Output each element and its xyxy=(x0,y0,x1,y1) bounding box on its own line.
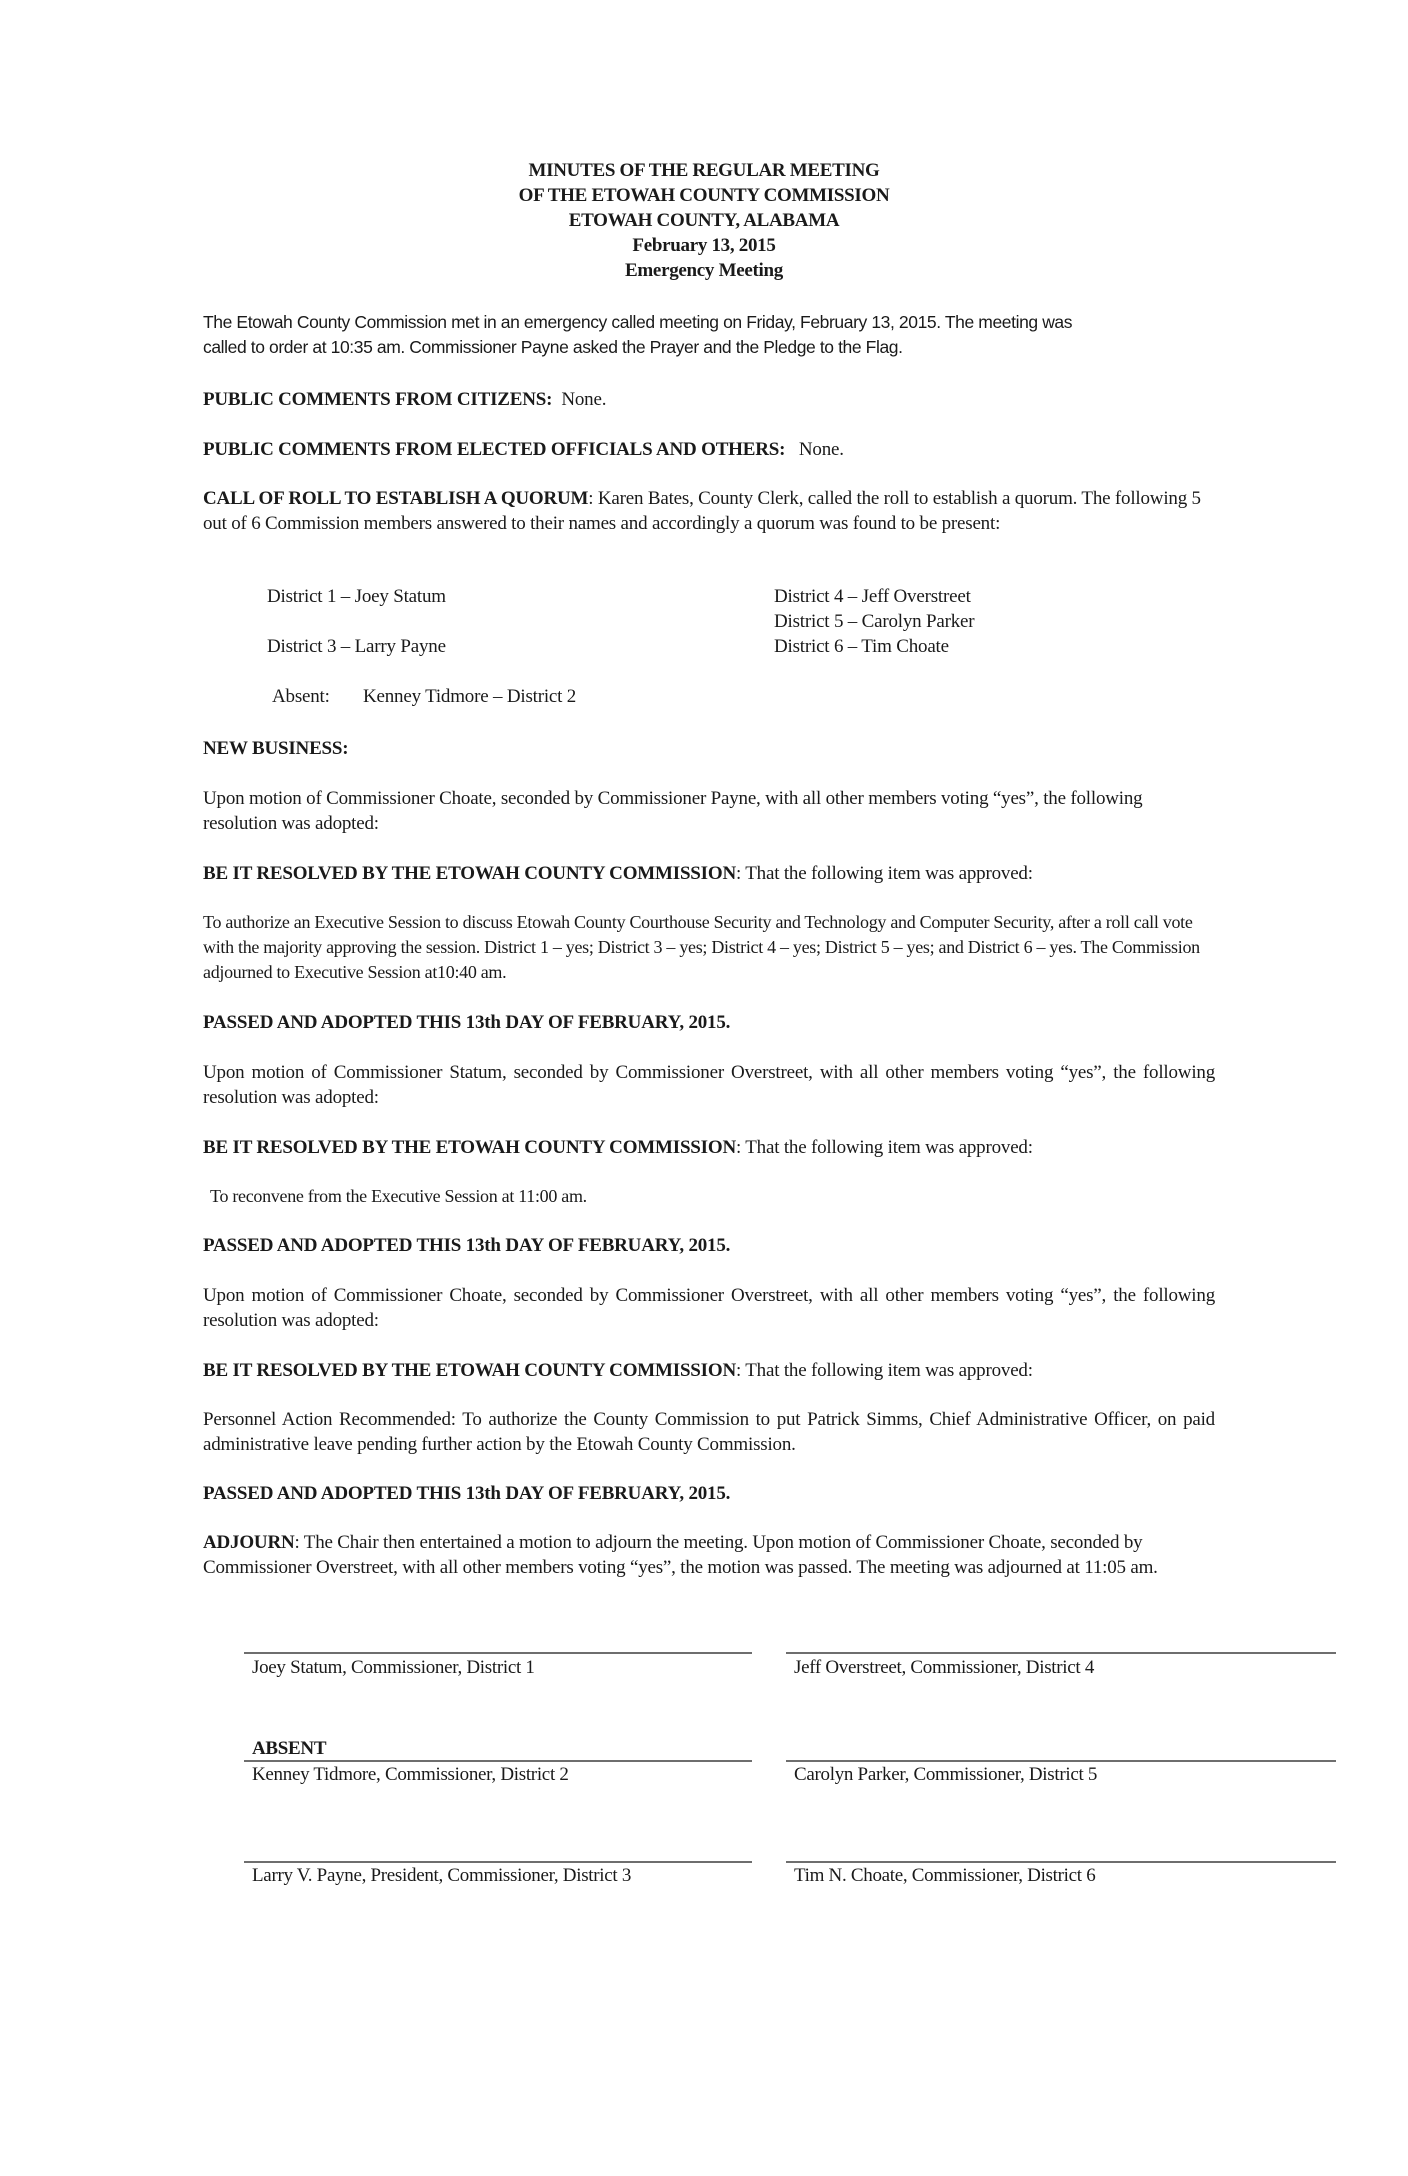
signature-line-district-6 xyxy=(786,1861,1336,1863)
signature-name-district-1: Joey Statum, Commissioner, District 1 xyxy=(252,1657,535,1678)
signature-name-district-3: Larry V. Payne, President, Commissioner, District 3 xyxy=(252,1865,632,1886)
resolution-3-resolved-label: BE IT RESOLVED BY THE ETOWAH COUNTY COMMISSION xyxy=(203,1360,736,1381)
roll-call-label: CALL OF ROLL TO ESTABLISH A QUORUM xyxy=(203,488,589,509)
present-district-5: District 5 – Carolyn Parker xyxy=(774,611,975,632)
public-comments-citizens xyxy=(203,387,1215,412)
resolution-2-resolved-label: BE IT RESOLVED BY THE ETOWAH COUNTY COMMISSION xyxy=(203,1137,736,1158)
resolution-2-resolved xyxy=(203,1135,1215,1160)
resolution-1-item: To authorize an Executive Session to discuss Etowah County Courthouse Security and Technology and Computer Security, after a roll call vote with the majority approving the session. District 1 – yes; District 3 – yes; District 4 – yes; District 5 – yes; and District 6 – yes. The Commission adjourned to Executive Session at10:40 am. xyxy=(203,912,1200,982)
signature-line-district-4 xyxy=(786,1652,1336,1654)
public-comments-officials xyxy=(203,437,1215,462)
signature-name-district-2: Kenney Tidmore, Commissioner, District 2 xyxy=(252,1764,569,1785)
title-line-1: MINUTES OF THE REGULAR MEETING xyxy=(528,160,880,181)
intro-line-1: The Etowah County Commission met in an emergency called meeting on Friday, February 13, 2015. The meeting was xyxy=(203,312,1073,332)
public-comments-citizens-label: PUBLIC COMMENTS FROM CITIZENS: xyxy=(203,389,553,410)
present-district-6: District 6 – Tim Choate xyxy=(774,636,949,657)
signature-name-district-5: Carolyn Parker, Commissioner, District 5 xyxy=(794,1764,1098,1785)
title-line-3: ETOWAH COUNTY, ALABAMA xyxy=(568,210,840,231)
meeting-date: February 13, 2015 xyxy=(632,235,776,256)
title-line-2: OF THE ETOWAH COUNTY COMMISSION xyxy=(518,185,890,206)
absent-label: Absent: xyxy=(272,686,330,707)
resolution-3-motion: Upon motion of Commissioner Choate, seconded by Commissioner Overstreet, with all other members voting “yes”, the following resolution was adopted: xyxy=(203,1285,1215,1331)
signature-line-district-3 xyxy=(244,1861,752,1863)
present-district-1: District 1 – Joey Statum xyxy=(267,586,446,607)
absent-member: Kenney Tidmore – District 2 xyxy=(363,686,577,707)
resolution-1-motion: Upon motion of Commissioner Choate, seconded by Commissioner Payne, with all other members voting “yes”, the following resolution was adopted: xyxy=(203,788,1143,834)
resolution-1-resolved-text: : That the following item was approved: xyxy=(735,863,1033,884)
public-comments-officials-value: None. xyxy=(798,439,844,460)
resolution-3-passed-text: PASSED AND ADOPTED THIS 13th DAY OF FEBRUARY, 2015. xyxy=(203,1483,731,1504)
resolution-1-resolved-label: BE IT RESOLVED BY THE ETOWAH COUNTY COMMISSION xyxy=(203,863,736,884)
resolution-3-resolved-text: : That the following item was approved: xyxy=(735,1360,1033,1381)
adjourn-paragraph xyxy=(203,1530,1203,1580)
adjourn-text: : The Chair then entertained a motion to adjourn the meeting. Upon motion of Commissioner Choate, seconded by Commissioner Overstreet, with all other members voting “yes”, the motion was passed. The meeting was adjourned at 11:05 am. xyxy=(203,1532,1158,1578)
present-district-3: District 3 – Larry Payne xyxy=(267,636,446,657)
signature-line-district-5 xyxy=(786,1760,1336,1762)
signature-name-district-6: Tim N. Choate, Commissioner, District 6 xyxy=(794,1865,1096,1886)
signature-name-district-4: Jeff Overstreet, Commissioner, District 4 xyxy=(794,1657,1095,1678)
signature-line-district-1 xyxy=(244,1652,752,1654)
public-comments-officials-label: PUBLIC COMMENTS FROM ELECTED OFFICIALS AND OTHERS: xyxy=(203,439,786,460)
resolution-2-item: To reconvene from the Executive Session at 11:00 am. xyxy=(210,1186,587,1206)
meeting-type: Emergency Meeting xyxy=(625,260,783,281)
resolution-1-resolved xyxy=(203,861,1215,886)
roll-call-text: : Karen Bates, County Clerk, called the roll to establish a quorum. The following 5 out of 6 Commission members answered to their names and accordingly a quorum was found to be present: xyxy=(203,488,1201,534)
resolution-3-resolved xyxy=(203,1358,1215,1383)
absent-note: ABSENT xyxy=(252,1738,327,1759)
adjourn-label: ADJOURN xyxy=(203,1532,295,1553)
intro-line-2: called to order at 10:35 am. Commissioner Payne asked the Prayer and the Pledge to the Flag. xyxy=(203,337,903,357)
new-business-heading xyxy=(203,736,1215,761)
resolution-2-passed-text: PASSED AND ADOPTED THIS 13th DAY OF FEBRUARY, 2015. xyxy=(203,1235,731,1256)
resolution-1-passed xyxy=(203,1010,1215,1035)
new-business-label: NEW BUSINESS: xyxy=(203,738,349,759)
resolution-2-resolved-text: : That the following item was approved: xyxy=(735,1137,1033,1158)
resolution-2-motion: Upon motion of Commissioner Statum, seconded by Commissioner Overstreet, with all other members voting “yes”, the following resolution was adopted: xyxy=(203,1062,1215,1108)
present-district-4: District 4 – Jeff Overstreet xyxy=(774,586,971,607)
public-comments-citizens-value: None. xyxy=(561,389,607,410)
resolution-2-passed xyxy=(203,1233,1215,1258)
roll-call-paragraph xyxy=(203,486,1215,536)
signature-line-district-2 xyxy=(244,1760,752,1762)
resolution-3-passed xyxy=(203,1481,1215,1506)
resolution-1-passed-text: PASSED AND ADOPTED THIS 13th DAY OF FEBRUARY, 2015. xyxy=(203,1012,731,1033)
resolution-3-item: Personnel Action Recommended: To authorize the County Commission to put Patrick Simms, Chief Administrative Officer, on paid administrative leave pending further action by the Etowah County Commission. xyxy=(203,1409,1215,1455)
